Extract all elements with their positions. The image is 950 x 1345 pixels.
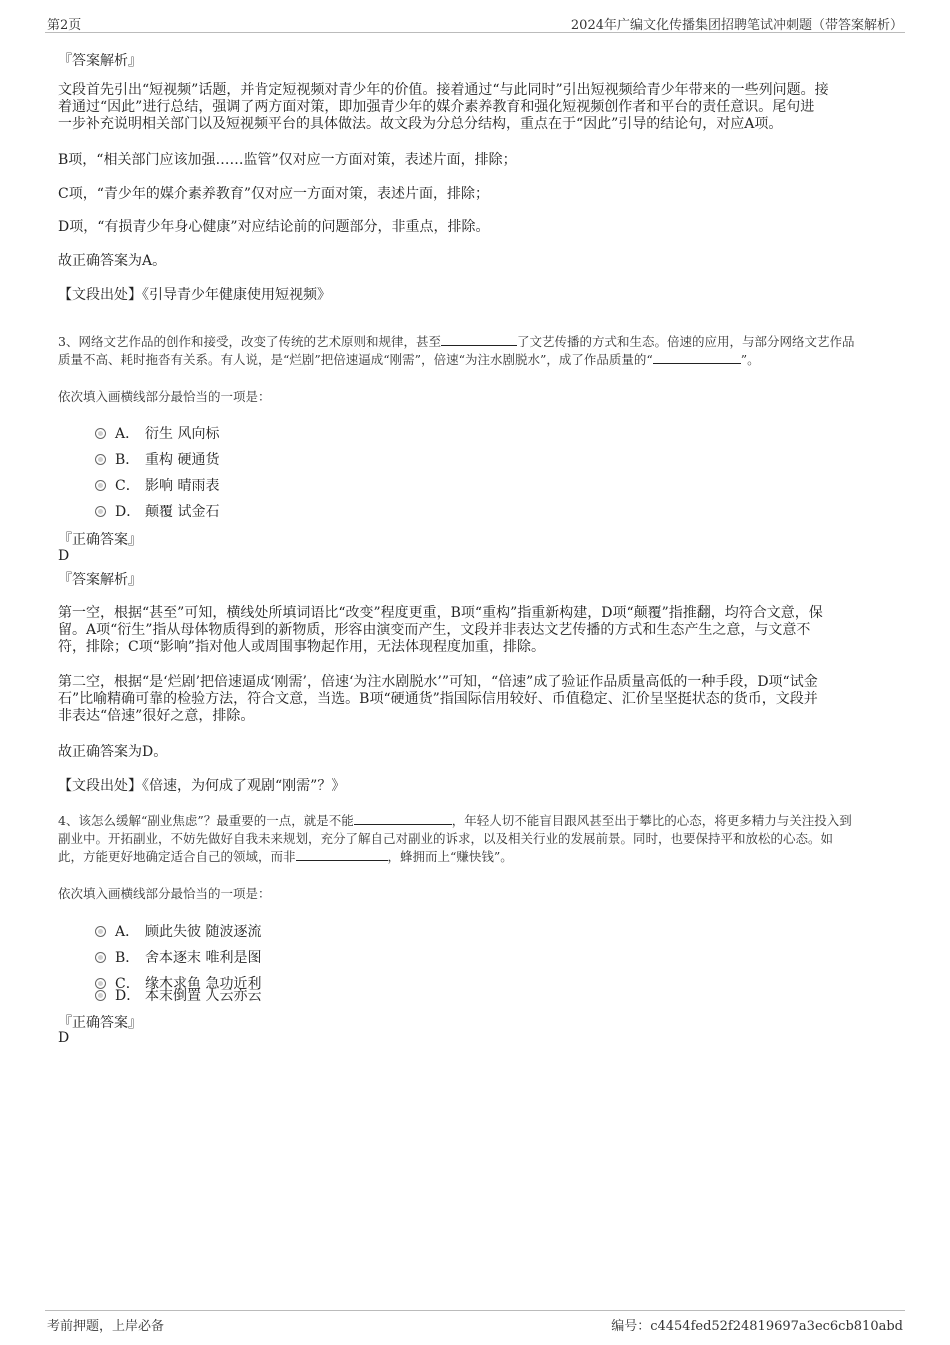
page-footer: [45, 1310, 905, 1333]
analysis-line: 文段首先引出“短视频”话题，并肯定短视频对青少年的价值。接着通过“与此同时”引出短视频给青少年带来的一些列问题。接: [58, 82, 829, 98]
question-4-text: [58, 812, 908, 866]
option-text: 影响 晴雨表: [145, 478, 220, 494]
analysis-label: 『答案解析』: [58, 572, 142, 588]
analysis-paragraph: [58, 674, 818, 725]
answer-label: 『正确答案』: [58, 532, 142, 548]
fill-blank: [354, 812, 452, 825]
question-text: 副业中。开拓副业，不妨先做好自我未来规划，充分了解自己对副业的诉求，以及相关行业的发展前景。同时，也要保持平和放松的心态。如: [58, 831, 834, 846]
option-letter: B．: [115, 950, 140, 966]
radio-icon[interactable]: [95, 506, 106, 517]
fill-blank: [441, 333, 517, 346]
question-text: 此，方能更好地确定适合自己的领域，而非: [58, 849, 296, 864]
analysis-line: 一步补充说明相关部门以及短视频平台的具体做法。故文段为分总分结构，重点在于“因此”引导的结论句，对应A项。: [58, 116, 783, 132]
source-citation: 【文段出处】《引导青少年健康使用短视频》: [58, 287, 331, 303]
footer-slogan: 考前押题，上岸必备: [47, 1319, 165, 1334]
option-letter: A．: [115, 426, 140, 442]
analysis-line: 石”比喻精确可靠的检验方法，符合文意，当选。B项“硬通货”指国际信用较好、币值稳定、汇价呈坚挺状态的货币，文段并: [58, 691, 818, 707]
question-prompt: 依次填入画横线部分最恰当的一项是：: [58, 886, 271, 901]
analysis-line: 第二空，根据“是‘烂剧’把倍速逼成‘刚需’，倍速‘为注水剧脱水’”可知，“倍速”成了验证作品质量高低的一种手段，D项“试金: [58, 674, 818, 690]
analysis-conclusion: 故正确答案为D。: [58, 744, 168, 760]
fill-blank: [653, 351, 741, 364]
option-letter: C．: [115, 976, 140, 992]
analysis-line: 符，排除；C项“影响”指对他人或周围事物起作用，无法体现程度加重，排除。: [58, 639, 546, 655]
option-letter: D．: [115, 504, 141, 520]
option-letter: D．: [115, 988, 141, 1004]
radio-icon[interactable]: [95, 454, 106, 465]
page-number: 第2页: [47, 18, 82, 33]
option-letter: C．: [115, 478, 140, 494]
question-text: ，年轻人切不能盲目跟风甚至出于攀比的心态，将更多精力与关注投入到: [451, 813, 852, 828]
question-text: 质量不高、耗时拖沓有关系。有人说，是“烂剧”把倍速逼成“刚需”，倍速“为注水剧脱水”，成了作品质量的“: [58, 352, 653, 367]
option-text: 衍生 风向标: [145, 426, 220, 442]
radio-icon[interactable]: [95, 952, 106, 963]
analysis-line: 着通过“因此”进行总结，强调了两方面对策，即加强青少年的媒介素养教育和强化短视频创作者和平台的责任意识。尾句进: [58, 99, 815, 115]
fill-blank: [296, 848, 388, 861]
answer-label: 『正确答案』: [58, 1015, 142, 1031]
correct-answer: D: [58, 548, 70, 564]
analysis-line: 非表达“倍速”很好之意，排除。: [58, 708, 255, 724]
option-text: 本末倒置 人云亦云: [145, 988, 262, 1004]
option-text: 缘木求鱼 急功近利: [145, 976, 262, 992]
analysis-paragraph: C项，“青少年的媒介素养教育”仅对应一方面对策，表述片面，排除；: [58, 186, 490, 202]
question-text: ，蜂拥而上“赚快钱”。: [387, 849, 513, 864]
option-text: 颠覆 试金石: [145, 504, 220, 520]
analysis-paragraph: B项，“相关部门应该加强……监管”仅对应一方面对策，表述片面，排除；: [58, 152, 517, 168]
radio-icon[interactable]: [95, 978, 106, 989]
option-text: 顾此失彼 随波逐流: [145, 924, 262, 940]
analysis-line: 第一空，根据“甚至”可知，横线处所填词语比“改变”程度更重，B项“重构”指重新构建，D项“颠覆”指推翻，均符合文意，保: [58, 605, 823, 621]
option-text: 舍本逐末 唯利是图: [145, 950, 262, 966]
radio-icon[interactable]: [95, 990, 106, 1001]
document-title: 2024年广编文化传播集团招聘笔试冲刺题（带答案解析）: [570, 18, 903, 33]
question-text: 了文艺传播的方式和生态。倍速的应用，与部分网络文艺作品: [516, 334, 855, 349]
analysis-paragraph: [58, 82, 829, 133]
radio-icon[interactable]: [95, 480, 106, 491]
source-citation: 【文段出处】《倍速，为何成了观剧“刚需”？》: [58, 778, 346, 794]
question-prompt: 依次填入画横线部分最恰当的一项是：: [58, 389, 271, 404]
option-letter: A．: [115, 924, 140, 940]
option-letter: B．: [115, 452, 140, 468]
question-text: 4、该怎么缓解“副业焦虑”？最重要的一点，就是不能: [58, 813, 354, 828]
option-text: 重构 硬通货: [145, 452, 220, 468]
question-text: 3、网络文艺作品的创作和接受，改变了传统的艺术原则和规律，甚至: [58, 334, 441, 349]
radio-icon[interactable]: [95, 926, 106, 937]
document-id: 编号：c4454fed52f24819697a3ec6cb810abd: [611, 1319, 903, 1334]
analysis-paragraph: [58, 605, 823, 656]
analysis-line: 留。A项“衍生”指从母体物质得到的新物质，形容由演变而产生，文段并非表达文艺传播的方式和生态产生之意，与文意不: [58, 622, 811, 638]
analysis-conclusion: 故正确答案为A。: [58, 253, 167, 269]
question-3-text: [58, 333, 908, 369]
analysis-label: 『答案解析』: [58, 53, 142, 69]
page-header: [45, 12, 905, 33]
correct-answer: D: [58, 1030, 70, 1046]
analysis-paragraph: D项，“有损青少年身心健康”对应结论前的问题部分，非重点，排除。: [58, 219, 490, 235]
question-text: ”。: [740, 352, 760, 367]
radio-icon[interactable]: [95, 428, 106, 439]
